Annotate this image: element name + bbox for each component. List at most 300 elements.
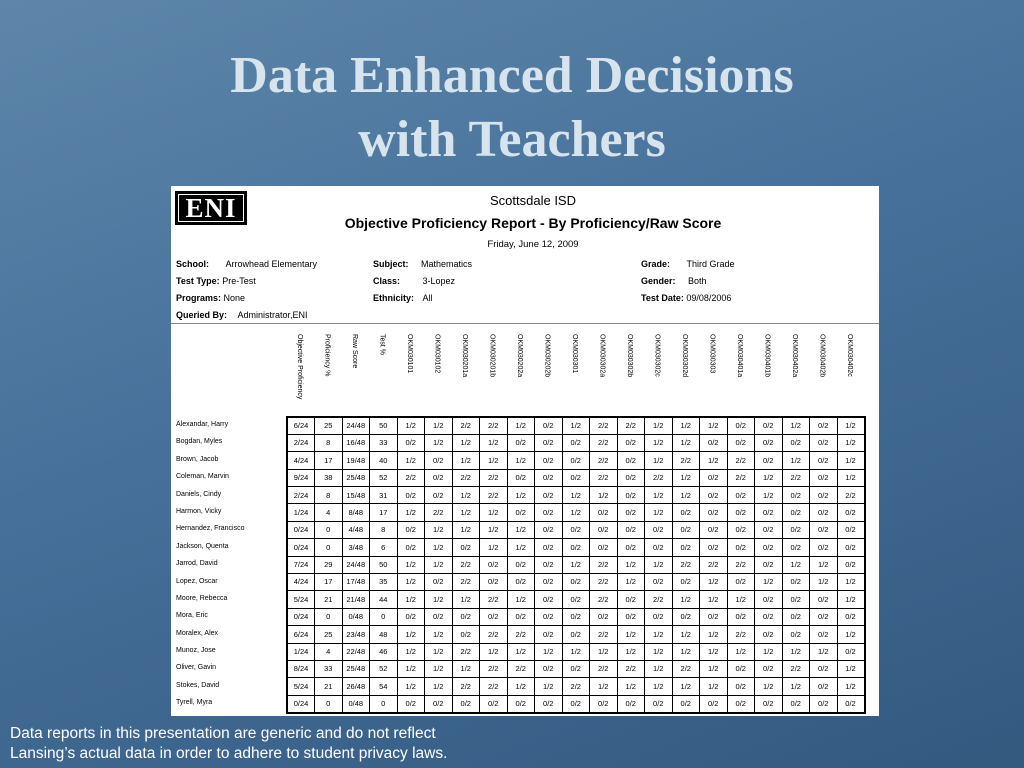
table-cell: 7/24 — [287, 556, 315, 573]
gender-value: Both — [688, 276, 707, 286]
table-cell: 1/2 — [480, 521, 508, 538]
table-cell: 1/2 — [425, 626, 453, 643]
table-cell: 1/2 — [452, 591, 480, 608]
table-cell: 1/2 — [590, 487, 618, 504]
column-header — [646, 332, 674, 412]
table-cell: 3/48 — [342, 539, 370, 556]
table-cell: 1/2 — [782, 678, 810, 695]
table-cell: 0/2 — [727, 487, 755, 504]
table-cell: 0/2 — [507, 504, 535, 521]
student-name: Moore, Rebecca — [176, 594, 228, 602]
table-cell: 2/2 — [590, 417, 618, 434]
table-cell: 1/2 — [397, 452, 425, 469]
column-header-label: OKM030401a — [736, 334, 743, 378]
table-cell: 0/2 — [672, 539, 700, 556]
table-cell: 1/2 — [452, 452, 480, 469]
table-cell: 2/2 — [590, 452, 618, 469]
table-cell: 0/2 — [645, 608, 673, 625]
gender-meta — [641, 276, 707, 286]
column-header-label: Proficiency % — [323, 334, 331, 377]
table-cell: 1/2 — [535, 678, 563, 695]
table-cell: 1/2 — [837, 678, 865, 695]
slide-title-line-1: Data Enhanced Decisions — [230, 47, 794, 104]
table-cell: 0/2 — [672, 521, 700, 538]
table-cell: 1/2 — [700, 417, 728, 434]
column-header — [591, 332, 619, 412]
student-name: Jackson, Quenta — [176, 542, 229, 550]
test-date-meta — [641, 293, 731, 303]
table-cell: 52 — [370, 660, 398, 677]
table-cell: 6 — [370, 539, 398, 556]
table-cell: 0/2 — [755, 504, 783, 521]
table-cell: 0/2 — [782, 574, 810, 591]
table-cell: 0/2 — [452, 626, 480, 643]
table-cell: 1/2 — [645, 626, 673, 643]
table-cell: 0/2 — [810, 608, 838, 625]
student-name: Mora, Eric — [176, 612, 208, 620]
student-name: Alexandar, Harry — [176, 421, 229, 428]
grade-value: Third Grade — [686, 259, 735, 269]
table-cell: 0/2 — [617, 521, 645, 538]
table-cell: 48 — [370, 626, 398, 643]
column-header-label: OKM030201a — [461, 334, 468, 378]
student-name: Jarrod, David — [176, 560, 218, 568]
table-cell: 0/2 — [452, 608, 480, 625]
table-cell: 2/24 — [287, 434, 315, 451]
column-header-label: Objective Proficiency — [296, 334, 303, 400]
table-cell: 1/2 — [452, 521, 480, 538]
table-row — [287, 539, 865, 556]
table-cell: 0/2 — [397, 487, 425, 504]
table-cell: 1/2 — [617, 678, 645, 695]
table-cell: 2/2 — [590, 626, 618, 643]
table-cell: 0/2 — [727, 504, 755, 521]
table-cell: 0/2 — [782, 504, 810, 521]
table-cell: 0/2 — [700, 469, 728, 486]
table-cell: 0/2 — [810, 469, 838, 486]
table-cell: 5/24 — [287, 678, 315, 695]
table-cell: 1/2 — [755, 643, 783, 660]
table-cell: 33 — [315, 660, 343, 677]
table-cell: 0/2 — [535, 626, 563, 643]
table-cell: 0/2 — [590, 539, 618, 556]
table-cell: 0/2 — [617, 487, 645, 504]
table-cell: 0/2 — [535, 452, 563, 469]
table-row — [287, 626, 865, 643]
table-cell: 1/2 — [837, 660, 865, 677]
table-cell: 1/2 — [397, 556, 425, 573]
table-cell: 2/2 — [782, 469, 810, 486]
slide-title — [0, 44, 1024, 172]
class-meta — [373, 276, 455, 286]
table-cell: 1/2 — [645, 678, 673, 695]
table-cell: 2/2 — [782, 660, 810, 677]
table-cell: 1/2 — [837, 452, 865, 469]
column-header-label: OKM030402b — [818, 334, 826, 378]
student-name: Bogdan, Myles — [176, 438, 223, 446]
table-cell: 1/2 — [425, 678, 453, 695]
table-cell: 1/2 — [480, 452, 508, 469]
proficiency-report — [171, 186, 879, 716]
table-cell: 1/2 — [425, 660, 453, 677]
table-cell: 0 — [315, 521, 343, 538]
test-date-value: 09/08/2006 — [686, 293, 732, 303]
table-cell: 0/2 — [782, 521, 810, 538]
table-cell: 1/2 — [452, 434, 480, 451]
column-header — [838, 332, 866, 412]
table-cell: 1/2 — [480, 539, 508, 556]
table-cell: 0/2 — [727, 539, 755, 556]
table-cell: 1/2 — [617, 643, 645, 660]
table-cell: 1/2 — [727, 643, 755, 660]
queried-by-meta — [176, 310, 308, 320]
table-cell: 1/2 — [425, 434, 453, 451]
table-cell: 0/2 — [562, 539, 590, 556]
table-cell: 1/2 — [507, 417, 535, 434]
table-cell: 1/2 — [672, 487, 700, 504]
table-cell: 1/2 — [617, 574, 645, 591]
gender-label: Gender: — [641, 276, 676, 286]
table-cell: 0/2 — [672, 608, 700, 625]
programs-label: Programs: — [176, 293, 222, 303]
table-cell: 0/2 — [535, 660, 563, 677]
table-cell: 1/2 — [425, 521, 453, 538]
table-cell: 2/2 — [645, 469, 673, 486]
column-header — [701, 332, 729, 412]
table-cell: 0/2 — [700, 434, 728, 451]
table-cell: 0/2 — [755, 695, 783, 712]
column-header — [673, 332, 701, 412]
table-cell: 21 — [315, 591, 343, 608]
table-cell: 0/2 — [562, 660, 590, 677]
ethnicity-value: All — [422, 293, 433, 303]
programs-value: None — [223, 293, 246, 303]
column-header-label: OKM030302b — [626, 334, 633, 378]
report-title: Objective Proficiency Report - By Proficiency/Raw Score — [344, 215, 722, 231]
report-date: Friday, June 12, 2009 — [487, 239, 579, 250]
table-cell: 1/2 — [397, 574, 425, 591]
table-cell: 0/2 — [507, 695, 535, 712]
queried-by-value: Administrator,ENI — [237, 310, 308, 320]
column-header — [536, 332, 564, 412]
table-cell: 0/2 — [837, 556, 865, 573]
table-cell: 0/2 — [535, 434, 563, 451]
table-cell: 9/24 — [287, 469, 315, 486]
table-cell: 0/2 — [672, 504, 700, 521]
table-cell: 38 — [315, 469, 343, 486]
table-cell: 1/2 — [562, 417, 590, 434]
table-cell: 0/2 — [837, 608, 865, 625]
table-cell: 0/2 — [480, 574, 508, 591]
table-cell: 0/2 — [645, 695, 673, 712]
queried-by-label: Queried By: — [176, 310, 228, 320]
table-cell: 1/2 — [507, 521, 535, 538]
table-cell: 2/2 — [480, 469, 508, 486]
grade-meta — [641, 259, 735, 269]
table-cell: 24/48 — [342, 417, 370, 434]
table-cell: 0/48 — [342, 608, 370, 625]
table-cell: 0/2 — [810, 591, 838, 608]
table-cell: 1/2 — [810, 574, 838, 591]
table-cell: 0/2 — [700, 487, 728, 504]
table-row — [287, 521, 865, 538]
table-cell: 1/2 — [397, 660, 425, 677]
programs-meta — [176, 293, 245, 303]
table-cell: 0/2 — [562, 695, 590, 712]
student-name: Lopez, Oscar — [176, 577, 218, 585]
table-cell: 0/2 — [507, 608, 535, 625]
table-cell: 0/2 — [727, 417, 755, 434]
table-cell: 0/2 — [617, 504, 645, 521]
table-cell: 0/2 — [727, 521, 755, 538]
table-row — [287, 678, 865, 695]
student-name: Hernandez, Francisco — [176, 525, 245, 533]
table-cell: 1/2 — [480, 643, 508, 660]
table-cell: 1/2 — [452, 504, 480, 521]
column-header-label: OKM030302c — [653, 334, 661, 377]
student-name: Harmon, Vicky — [176, 507, 222, 515]
table-cell: 0 — [315, 539, 343, 556]
table-cell: 8 — [315, 434, 343, 451]
table-cell: 17/48 — [342, 574, 370, 591]
column-header-label: OKM030402c — [846, 334, 853, 377]
column-header — [783, 332, 811, 412]
slide-title-line-2: with Teachers — [358, 111, 666, 168]
table-cell: 1/2 — [837, 574, 865, 591]
table-cell: 1/2 — [672, 469, 700, 486]
table-cell: 1/2 — [645, 452, 673, 469]
table-cell: 0/2 — [562, 626, 590, 643]
table-cell: 0/2 — [562, 521, 590, 538]
table-cell: 0/2 — [617, 608, 645, 625]
table-cell: 0/2 — [782, 608, 810, 625]
table-cell: 2/2 — [452, 643, 480, 660]
table-cell: 0/2 — [535, 574, 563, 591]
table-cell: 46 — [370, 643, 398, 660]
table-cell: 0/2 — [590, 504, 618, 521]
table-cell: 2/2 — [700, 556, 728, 573]
table-cell: 0/2 — [810, 434, 838, 451]
table-cell: 1/2 — [755, 469, 783, 486]
table-cell: 0/2 — [425, 608, 453, 625]
table-cell: 0/2 — [507, 434, 535, 451]
table-cell: 0/2 — [810, 417, 838, 434]
column-header — [426, 332, 454, 412]
table-cell: 0/2 — [755, 539, 783, 556]
table-cell: 2/2 — [672, 452, 700, 469]
table-cell: 0/2 — [397, 695, 425, 712]
table-row — [287, 608, 865, 625]
ethnicity-label: Ethnicity: — [373, 293, 415, 303]
table-cell: 0 — [370, 608, 398, 625]
table-row — [287, 695, 865, 712]
table-cell: 0/2 — [810, 521, 838, 538]
table-cell: 0/2 — [480, 556, 508, 573]
table-cell: 2/2 — [727, 626, 755, 643]
table-cell: 0/2 — [590, 521, 618, 538]
table-cell: 26/48 — [342, 678, 370, 695]
column-header-label: OKM030402a — [791, 334, 798, 378]
table-cell: 2/2 — [480, 678, 508, 695]
table-cell: 2/2 — [727, 556, 755, 573]
table-cell: 24/48 — [342, 556, 370, 573]
column-header-label: OKM030401b — [763, 334, 771, 378]
table-cell: 2/2 — [562, 678, 590, 695]
table-cell: 0/2 — [700, 539, 728, 556]
table-cell: 0/2 — [727, 660, 755, 677]
table-row — [287, 574, 865, 591]
table-cell: 4/24 — [287, 452, 315, 469]
table-cell: 2/2 — [452, 469, 480, 486]
table-cell: 1/2 — [782, 643, 810, 660]
class-value: 3-Lopez — [422, 276, 456, 286]
table-cell: 17 — [370, 504, 398, 521]
table-row — [287, 417, 865, 434]
table-cell: 54 — [370, 678, 398, 695]
table-row — [287, 487, 865, 504]
column-header — [508, 332, 536, 412]
ethnicity-meta — [373, 293, 433, 303]
table-cell: 21/48 — [342, 591, 370, 608]
table-cell: 1/2 — [425, 643, 453, 660]
table-cell: 0/2 — [535, 695, 563, 712]
table-cell: 0/2 — [672, 695, 700, 712]
privacy-note-line-1: Data reports in this presentation are generic and do not reflect — [10, 725, 436, 742]
table-cell: 1/2 — [617, 626, 645, 643]
table-cell: 1/2 — [700, 574, 728, 591]
table-cell: 1/2 — [425, 417, 453, 434]
table-cell: 0/2 — [755, 556, 783, 573]
table-cell: 0/2 — [782, 626, 810, 643]
table-cell: 8 — [315, 487, 343, 504]
table-cell: 0/2 — [672, 574, 700, 591]
table-cell: 2/2 — [590, 469, 618, 486]
student-name: Oliver, Gavin — [176, 664, 217, 672]
table-cell: 1/2 — [535, 643, 563, 660]
table-cell: 0/2 — [425, 452, 453, 469]
column-header — [343, 332, 371, 412]
student-name: Munoz, Jose — [176, 647, 216, 655]
table-cell: 2/2 — [480, 591, 508, 608]
table-cell: 0/2 — [617, 695, 645, 712]
table-cell: 2/2 — [590, 660, 618, 677]
student-name: Daniels, Cindy — [176, 490, 222, 498]
table-cell: 6/24 — [287, 626, 315, 643]
table-cell: 0/2 — [425, 574, 453, 591]
column-header-label: OKM030102 — [433, 334, 441, 374]
table-cell: 0/24 — [287, 695, 315, 712]
table-cell: 1/2 — [425, 591, 453, 608]
column-header-label: OKM030302d — [681, 334, 688, 378]
table-cell: 0/2 — [755, 660, 783, 677]
table-cell: 1/2 — [507, 452, 535, 469]
table-cell: 1/2 — [425, 556, 453, 573]
table-cell: 0/2 — [755, 521, 783, 538]
table-cell: 0 — [315, 695, 343, 712]
table-cell: 8 — [370, 521, 398, 538]
table-cell: 0/2 — [837, 521, 865, 538]
table-cell: 0/2 — [810, 487, 838, 504]
table-cell: 0/2 — [727, 695, 755, 712]
table-cell: 0/2 — [617, 434, 645, 451]
table-cell: 17 — [315, 452, 343, 469]
table-cell: 1/2 — [837, 469, 865, 486]
table-cell: 0/2 — [535, 608, 563, 625]
table-cell: 1/2 — [645, 643, 673, 660]
column-header — [618, 332, 646, 412]
column-header — [398, 332, 426, 412]
table-cell: 0/2 — [535, 487, 563, 504]
table-cell: 1/2 — [672, 417, 700, 434]
table-cell: 0/2 — [810, 678, 838, 695]
table-cell: 1/2 — [645, 660, 673, 677]
table-cell: 1/2 — [727, 591, 755, 608]
table-cell: 0/2 — [425, 695, 453, 712]
table-cell: 0/2 — [562, 434, 590, 451]
table-cell: 2/2 — [480, 626, 508, 643]
table-cell: 0/2 — [562, 469, 590, 486]
column-header — [316, 332, 344, 412]
table-cell: 25 — [315, 417, 343, 434]
table-cell: 1/2 — [837, 434, 865, 451]
table-cell: 0/2 — [452, 539, 480, 556]
table-row — [287, 660, 865, 677]
table-cell: 1/24 — [287, 504, 315, 521]
privacy-note-line-2: Lansing’s actual data in order to adhere to student privacy laws. — [10, 745, 448, 762]
table-cell: 1/2 — [700, 452, 728, 469]
table-cell: 0/2 — [755, 626, 783, 643]
table-cell: 0/2 — [507, 556, 535, 573]
column-header-label: OKM030301 — [571, 334, 578, 374]
column-header — [481, 332, 509, 412]
table-cell: 1/2 — [700, 626, 728, 643]
table-cell: 1/2 — [782, 417, 810, 434]
table-cell: 0/2 — [425, 469, 453, 486]
table-cell: 0/2 — [782, 539, 810, 556]
table-cell: 1/2 — [782, 556, 810, 573]
table-cell: 0/2 — [590, 695, 618, 712]
table-cell: 2/2 — [672, 556, 700, 573]
table-cell: 19/48 — [342, 452, 370, 469]
test-date-label: Test Date: — [641, 293, 684, 303]
table-cell: 1/2 — [507, 487, 535, 504]
subject-label: Subject: — [373, 259, 409, 269]
table-cell: 1/2 — [672, 434, 700, 451]
table-cell: 17 — [315, 574, 343, 591]
table-cell: 0/2 — [452, 695, 480, 712]
table-cell: 0 — [370, 695, 398, 712]
grade-label: Grade: — [641, 259, 671, 269]
table-cell: 0/2 — [535, 539, 563, 556]
table-cell: 1/2 — [562, 504, 590, 521]
table-cell: 44 — [370, 591, 398, 608]
student-name: Brown, Jacob — [176, 455, 219, 463]
table-cell: 0/2 — [700, 521, 728, 538]
table-cell: 2/2 — [452, 417, 480, 434]
table-cell: 2/2 — [590, 556, 618, 573]
column-header-label: OKM030101 — [406, 334, 413, 374]
table-cell: 29 — [315, 556, 343, 573]
table-cell: 1/2 — [837, 626, 865, 643]
table-cell: 1/2 — [590, 678, 618, 695]
table-cell: 1/2 — [452, 487, 480, 504]
table-cell: 2/2 — [837, 487, 865, 504]
table-cell: 2/2 — [507, 660, 535, 677]
table-cell: 0/2 — [535, 556, 563, 573]
column-header — [563, 332, 591, 412]
table-cell: 1/2 — [397, 417, 425, 434]
table-cell: 0/2 — [755, 452, 783, 469]
